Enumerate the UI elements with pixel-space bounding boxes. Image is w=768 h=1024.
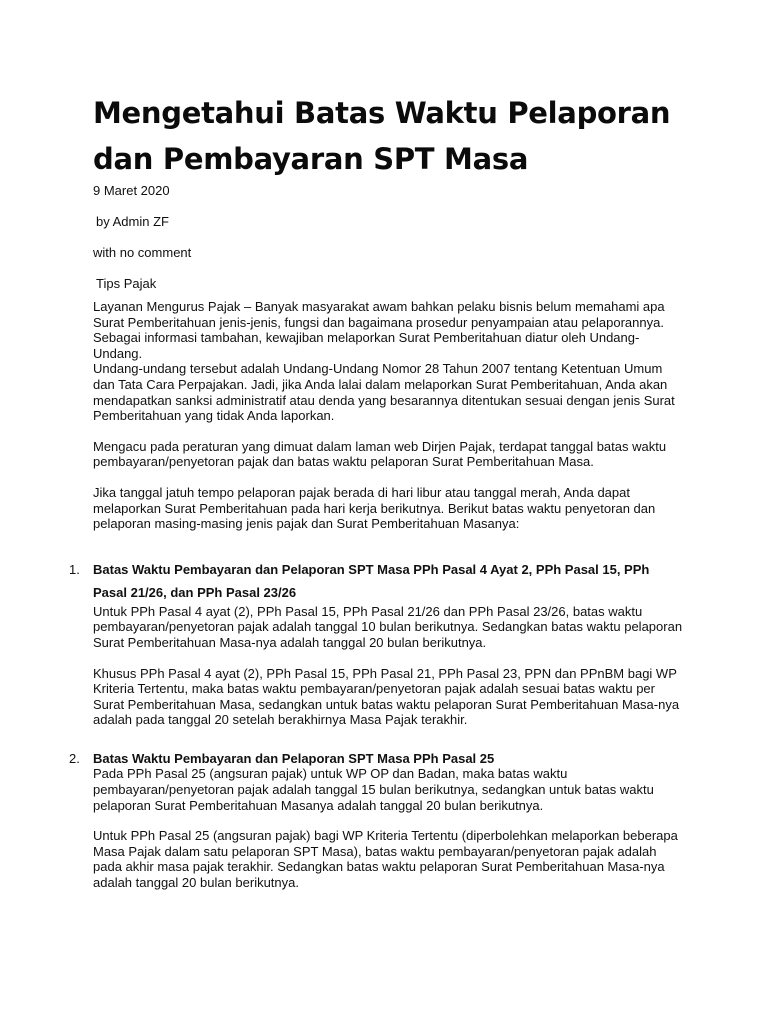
intro-paragraph: Jika tanggal jatuh tempo pelaporan pajak berada di hari libur atau tanggal merah, Anda dapat melaporkan Surat Pemberitahuan pada hari kerja berikutnya. Berikut batas waktu penyetoran dan pelaporan masing-masing jenis pajak dan Surat Pemberitahuan Masanya:: [93, 484, 656, 532]
list-number: 1.: [69, 561, 80, 577]
article-category[interactable]: Tips Pajak: [96, 276, 157, 291]
intro-paragraph: Layanan Mengurus Pajak – Banyak masyarakat awam bahkan pelaku bisnis belum memahami apa Surat Pemberitahuan jenis-jenis, fungsi dan bagaimana prosedur penyampaian atau pelaporannya. Sebagai informasi tambahan, kewajiban melaporkan Surat Pemberitahuan diatur oleh Undang-Undang.: [93, 299, 665, 361]
list-item: [69, 750, 683, 891]
deadline-list: [69, 558, 683, 891]
list-item: [69, 558, 683, 728]
article-date: 9 Maret 2020: [93, 183, 170, 198]
list-number: 2.: [69, 750, 80, 766]
list-item-heading: Batas Waktu Pembayaran dan Pelaporan SPT Masa PPh Pasal 4 Ayat 2, PPh Pasal 15, PPh Pasal 21/26, dan PPh Pasal 23/26: [93, 561, 650, 600]
article-author[interactable]: by Admin ZF: [96, 214, 169, 229]
list-item-paragraph: Khusus PPh Pasal 4 ayat (2), PPh Pasal 15, PPh Pasal 21, PPh Pasal 23, PPN dan PPnBM bagi WP Kriteria Tertentu, maka batas waktu pembayaran/penyetoran pajak adalah sesuai batas waktu per Surat Pemberitahuan Masa, sedangkan untuk batas waktu pelaporan Surat Pemberitahuan Masa-nya adalah pada tanggal 20 setelah berakhirnya Masa Pajak terakhir.: [93, 665, 680, 728]
article: [69, 90, 683, 891]
list-item-paragraph: Pada PPh Pasal 25 (angsuran pajak) untuk WP OP dan Badan, maka batas waktu pembayaran/penyetoran pajak adalah tanggal 15 bulan berikutnya, sedangkan untuk batas waktu pelaporan Surat Pemberitahuan Masanya adalah tanggal 20 bulan berikutnya.: [93, 766, 654, 813]
intro-paragraph: Undang-undang tersebut adalah Undang-Undang Nomor 28 Tahun 2007 tentang Ketentuan Umum dan Tata Cara Perpajakan. Jadi, jika Anda lalai dalam melaporkan Surat Pemberitahuan, Anda akan mendapatkan sanksi administratif atau denda yang besarannya ditentukan sesuai dengan jenis Surat Pemberitahuan yang tidak Anda laporkan.: [93, 361, 675, 424]
intro-paragraph: Mengacu pada peraturan yang dimuat dalam laman web Dirjen Pajak, terdapat tanggal batas waktu pembayaran/penyetoran pajak dan batas waktu pelaporan Surat Pemberitahuan Masa.: [93, 438, 667, 470]
comment-count[interactable]: with no comment: [93, 245, 192, 260]
list-item-heading: Batas Waktu Pembayaran dan Pelaporan SPT Masa PPh Pasal 25: [93, 750, 495, 766]
list-item-paragraph: Untuk PPh Pasal 4 ayat (2), PPh Pasal 15, PPh Pasal 21/26 dan PPh Pasal 23/26, batas waktu pembayaran/penyetoran pajak adalah tanggal 10 bulan berikutnya. Sedangkan batas waktu pelaporan Surat Pemberitahuan Masa-nya adalah tanggal 20 bulan berikutnya.: [93, 603, 683, 650]
article-title: Mengetahui Batas Waktu Pelaporan dan Pembayaran SPT Masa: [93, 96, 671, 176]
list-item-paragraph: Untuk PPh Pasal 25 (angsuran pajak) bagi WP Kriteria Tertentu (diperbolehkan melaporkan beberapa Masa Pajak dalam satu pelaporan SPT Masa), batas waktu pembayaran/penyetoran pajak adalah pada akhir masa pajak terakhir. Sedangkan batas waktu pelaporan Surat Pemberitahuan Masa-nya adalah tanggal 20 bulan berikutnya.: [93, 828, 678, 891]
